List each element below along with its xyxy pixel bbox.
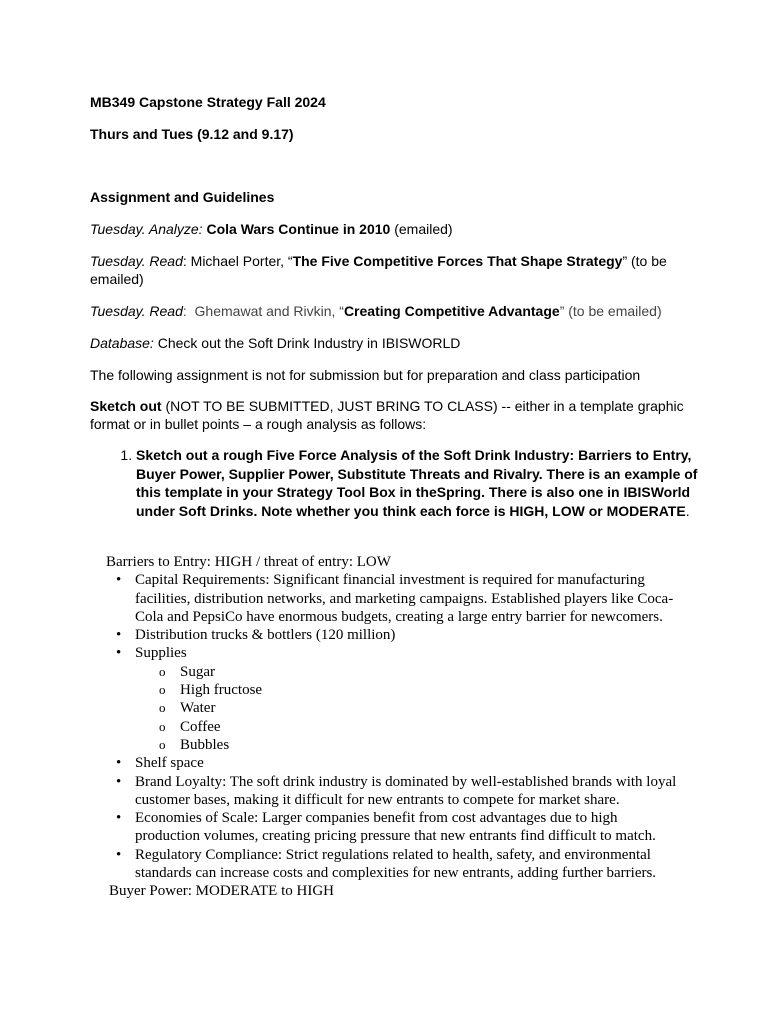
list-item: • Distribution trucks & bottlers (120 million) — [135, 626, 686, 644]
list-item: • Economies of Scale: Larger companies benefit from cost advantages due to high production volumes, creating pricing pressure that new entrants find difficult to match. — [135, 809, 686, 846]
list-item — [135, 644, 686, 754]
sketch-instructions — [90, 397, 690, 433]
supplies-list — [135, 663, 686, 754]
reading-title: Cola Wars Continue in 2010 — [206, 221, 391, 237]
task-list — [90, 446, 726, 520]
list-item: • Regulatory Compliance: Strict regulations related to health, safety, and environmental standards can increase costs and complexities for new entrants, adding further barriers. — [135, 846, 686, 883]
database-prefix: Database: — [90, 335, 154, 351]
list-item: • Capital Requirements: Significant financial investment is required for manufacturing facilities, distribution networks, and marketing campaigns. Established players like Coca-Cola and PepsiCo have enormous budgets, creating a large entry barrier for newcomers. — [135, 571, 686, 626]
buyer-power-heading: Buyer Power: MODERATE to HIGH — [109, 883, 334, 900]
class-dates: Thurs and Tues (9.12 and 9.17) — [90, 126, 294, 142]
list-item: • Shelf space — [135, 754, 686, 772]
barriers-section — [106, 553, 686, 901]
reading-porter — [90, 252, 675, 288]
supplies-label: Supplies — [135, 645, 187, 662]
reading-prefix: Tuesday. Read — [90, 253, 183, 269]
barriers-heading: Barriers to Entry: HIGH / threat of entry: LOW — [106, 554, 391, 570]
list-item: o Sugar — [180, 663, 686, 681]
sketch-text: (NOT TO BE SUBMITTED, JUST BRING TO CLASS) -- either in a template graphic format or in bullet points – a rough analysis as follows: — [90, 398, 684, 432]
assignment-note: The following assignment is not for submission but for preparation and class participation — [90, 367, 641, 383]
reading-text: : Michael Porter, “ — [182, 253, 293, 269]
reading-analyze — [90, 220, 690, 238]
reading-ghemawat — [90, 302, 690, 320]
reading-prefix: Tuesday. Analyze: — [90, 221, 203, 237]
sketch-bold: Sketch out — [90, 398, 162, 414]
list-item: • Brand Loyalty: The soft drink industry is dominated by well-established brands with loyal customer bases, making it difficult for new entrants to compete for market share. — [135, 773, 686, 810]
list-item: o Bubbles — [180, 736, 686, 754]
task-text: Sketch out a rough Five Force Analysis of the Soft Drink Industry: Barriers to Entry, Buyer Power, Supplier Power, Substitute Threats and Rivalry. There is an example of this template in your Strategy Tool Box in theSpring. There is also one in IBISWorld under Soft Drinks. Note whether you think each force is HIGH, LOW or MODERATE — [136, 447, 698, 519]
task-end: . — [685, 502, 690, 519]
section-title: Assignment and Guidelines — [90, 189, 275, 205]
task-item — [136, 446, 726, 520]
list-item: o Water — [180, 699, 686, 717]
database-text: Check out the Soft Drink Industry in IBISWORLD — [153, 335, 461, 351]
reading-prefix: Tuesday. Read — [90, 303, 183, 319]
reading-suffix: (emailed) — [390, 221, 453, 237]
reading-text: : Ghemawat and Rivkin, “ — [182, 303, 344, 319]
database-note — [90, 334, 690, 352]
barriers-list — [106, 571, 686, 882]
reading-title: Creating Competitive Advantage — [343, 303, 560, 319]
reading-suffix: ” (to be emailed) — [559, 303, 662, 319]
course-title: MB349 Capstone Strategy Fall 2024 — [90, 94, 326, 110]
reading-title: The Five Competitive Forces That Shape Strategy — [292, 253, 623, 269]
list-item: o High fructose — [180, 681, 686, 699]
reading-suffix: ” (to be emailed) — [90, 253, 667, 287]
list-item: o Coffee — [180, 718, 686, 736]
